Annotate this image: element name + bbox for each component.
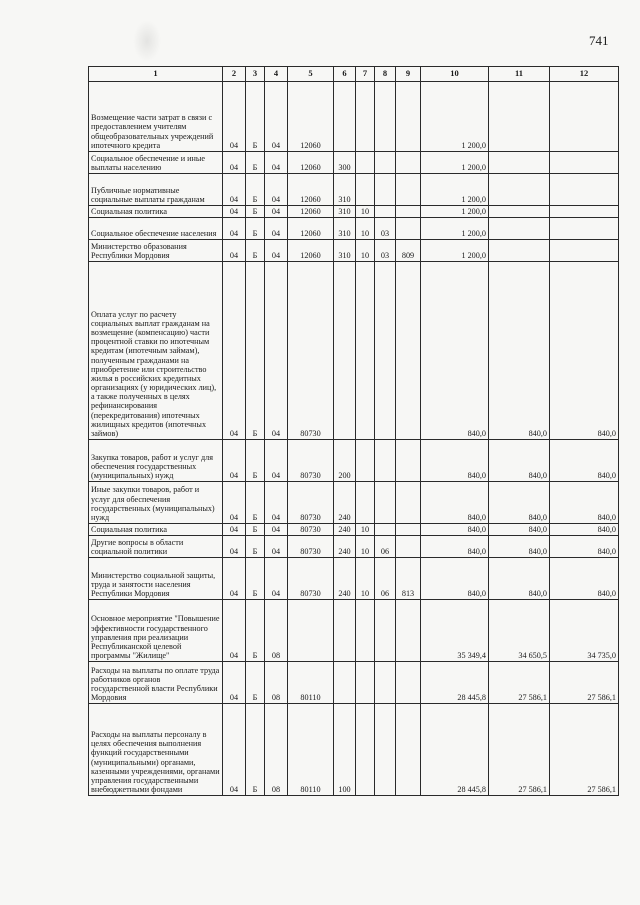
code-sub-cell: 04: [265, 558, 288, 600]
chapter-cell: [356, 262, 375, 440]
subchapter-cell: [375, 174, 396, 206]
code-item-cell: 80730: [288, 536, 334, 558]
amount-col10-cell: 840,0: [421, 482, 489, 524]
subchapter-cell: [375, 704, 396, 796]
table-row: [89, 662, 619, 704]
amount-col10-cell: 840,0: [421, 536, 489, 558]
ministry-code-cell: [396, 600, 421, 662]
amount-col11-cell: 34 650,5: [489, 600, 550, 662]
amount-col11-cell: 840,0: [489, 536, 550, 558]
row-name-cell: Министерство образования Республики Мордовия: [89, 240, 223, 262]
code-sub-cell: 04: [265, 262, 288, 440]
ministry-code-cell: [396, 482, 421, 524]
code-letter-cell: Б: [246, 152, 265, 174]
row-name-cell: Основное мероприятие "Повышение эффективности государственного управления при реализации Республиканской целевой программы "Жилище": [89, 600, 223, 662]
amount-col12-cell: 840,0: [550, 262, 619, 440]
code-letter-cell: Б: [246, 262, 265, 440]
amount-col10-cell: 1 200,0: [421, 240, 489, 262]
amount-col11-cell: [489, 174, 550, 206]
chapter-cell: [356, 152, 375, 174]
amount-col12-cell: 840,0: [550, 440, 619, 482]
code-section-cell: 04: [223, 440, 246, 482]
amount-col11-cell: 840,0: [489, 524, 550, 536]
table-row: [89, 524, 619, 536]
amount-col11-cell: 27 586,1: [489, 662, 550, 704]
col-header-12: 12: [550, 67, 619, 82]
code-item-cell: 80110: [288, 662, 334, 704]
ministry-code-cell: [396, 440, 421, 482]
col-header-5: 5: [288, 67, 334, 82]
row-name-cell: Оплата услуг по расчету социальных выплат гражданам на возмещение (компенсацию) части процентной ставки по ипотечным кредитам (ипотечным займам), полученным гражданами на приобретение или строительство жилья в российских кредитных организациях (у юридических лиц), а также полученных в целях рефинансирования (перекредитования) ипотечных жилищных кредитов (ипотечных займов): [89, 262, 223, 440]
col-header-9: 9: [396, 67, 421, 82]
amount-col10-cell: 840,0: [421, 262, 489, 440]
code-section-cell: 04: [223, 240, 246, 262]
code-item-cell: 80730: [288, 440, 334, 482]
amount-col11-cell: [489, 218, 550, 240]
row-name-cell: Иные закупки товаров, работ и услуг для обеспечения государственных (муниципальных) нужд: [89, 482, 223, 524]
expense-type-cell: [334, 600, 356, 662]
col-header-7: 7: [356, 67, 375, 82]
code-item-cell: 12060: [288, 240, 334, 262]
code-section-cell: 04: [223, 704, 246, 796]
code-sub-cell: 04: [265, 482, 288, 524]
row-name-cell: Расходы на выплаты по оплате труда работников органов государственной власти Республики Мордовия: [89, 662, 223, 704]
col-header-2: 2: [223, 67, 246, 82]
table-row: [89, 536, 619, 558]
row-name-cell: Закупка товаров, работ и услуг для обеспечения государственных (муниципальных) нужд: [89, 440, 223, 482]
row-name-cell: Социальная политика: [89, 524, 223, 536]
ministry-code-cell: [396, 536, 421, 558]
subchapter-cell: 03: [375, 218, 396, 240]
amount-col10-cell: 840,0: [421, 524, 489, 536]
expense-type-cell: 310: [334, 240, 356, 262]
code-sub-cell: 04: [265, 174, 288, 206]
expense-type-cell: 240: [334, 524, 356, 536]
amount-col11-cell: 840,0: [489, 262, 550, 440]
code-item-cell: 80730: [288, 524, 334, 536]
chapter-cell: [356, 704, 375, 796]
row-name-cell: Социальное обеспечение населения: [89, 218, 223, 240]
code-section-cell: 04: [223, 218, 246, 240]
subchapter-cell: [375, 152, 396, 174]
amount-col11-cell: [489, 206, 550, 218]
chapter-cell: 10: [356, 524, 375, 536]
row-name-cell: Министерство социальной защиты, труда и занятости населения Республики Мордовия: [89, 558, 223, 600]
ministry-code-cell: [396, 704, 421, 796]
amount-col12-cell: 27 586,1: [550, 704, 619, 796]
amount-col10-cell: 1 200,0: [421, 82, 489, 152]
expense-type-cell: 310: [334, 218, 356, 240]
code-letter-cell: Б: [246, 704, 265, 796]
code-sub-cell: 04: [265, 82, 288, 152]
amount-col11-cell: 27 586,1: [489, 704, 550, 796]
code-section-cell: 04: [223, 482, 246, 524]
amount-col12-cell: 840,0: [550, 524, 619, 536]
code-item-cell: 80730: [288, 558, 334, 600]
subchapter-cell: 03: [375, 240, 396, 262]
code-letter-cell: Б: [246, 82, 265, 152]
ministry-code-cell: [396, 152, 421, 174]
amount-col11-cell: [489, 82, 550, 152]
code-sub-cell: 04: [265, 240, 288, 262]
budget-table-wrapper: [88, 66, 618, 796]
code-letter-cell: Б: [246, 174, 265, 206]
subchapter-cell: [375, 262, 396, 440]
table-row: [89, 82, 619, 152]
page-number: 741: [589, 33, 609, 48]
col-header-6: 6: [334, 67, 356, 82]
subchapter-cell: [375, 440, 396, 482]
subchapter-cell: [375, 662, 396, 704]
row-name-cell: Другие вопросы в области социальной политики: [89, 536, 223, 558]
chapter-cell: [356, 662, 375, 704]
scan-artifact: [133, 20, 161, 62]
code-section-cell: 04: [223, 536, 246, 558]
code-letter-cell: Б: [246, 218, 265, 240]
amount-col12-cell: 34 735,0: [550, 600, 619, 662]
amount-col11-cell: 840,0: [489, 558, 550, 600]
code-item-cell: 12060: [288, 82, 334, 152]
code-item-cell: 80110: [288, 704, 334, 796]
chapter-cell: [356, 440, 375, 482]
col-header-1: 1: [89, 67, 223, 82]
amount-col12-cell: [550, 206, 619, 218]
code-section-cell: 04: [223, 152, 246, 174]
code-sub-cell: 08: [265, 662, 288, 704]
ministry-code-cell: [396, 218, 421, 240]
expense-type-cell: 300: [334, 152, 356, 174]
code-item-cell: 12060: [288, 174, 334, 206]
row-name-cell: Социальное обеспечение и иные выплаты населению: [89, 152, 223, 174]
table-row: [89, 218, 619, 240]
amount-col10-cell: 1 200,0: [421, 174, 489, 206]
code-sub-cell: 08: [265, 704, 288, 796]
ministry-code-cell: [396, 206, 421, 218]
amount-col11-cell: 840,0: [489, 440, 550, 482]
expense-type-cell: 200: [334, 440, 356, 482]
chapter-cell: [356, 600, 375, 662]
chapter-cell: [356, 174, 375, 206]
amount-col12-cell: [550, 82, 619, 152]
table-row: [89, 174, 619, 206]
amount-col10-cell: 28 445,8: [421, 704, 489, 796]
amount-col10-cell: 1 200,0: [421, 218, 489, 240]
code-sub-cell: 04: [265, 206, 288, 218]
code-item-cell: 12060: [288, 152, 334, 174]
amount-col10-cell: 840,0: [421, 440, 489, 482]
col-header-11: 11: [489, 67, 550, 82]
code-sub-cell: 04: [265, 536, 288, 558]
amount-col11-cell: [489, 152, 550, 174]
amount-col10-cell: 1 200,0: [421, 152, 489, 174]
table-header-row: [89, 67, 619, 82]
code-letter-cell: Б: [246, 600, 265, 662]
subchapter-cell: 06: [375, 558, 396, 600]
amount-col12-cell: 840,0: [550, 536, 619, 558]
subchapter-cell: [375, 482, 396, 524]
code-sub-cell: 04: [265, 218, 288, 240]
row-name-cell: Социальная политика: [89, 206, 223, 218]
chapter-cell: 10: [356, 206, 375, 218]
code-section-cell: 04: [223, 82, 246, 152]
code-letter-cell: Б: [246, 524, 265, 536]
table-row: [89, 206, 619, 218]
code-item-cell: [288, 600, 334, 662]
amount-col10-cell: 28 445,8: [421, 662, 489, 704]
col-header-4: 4: [265, 67, 288, 82]
table-body: [89, 82, 619, 796]
chapter-cell: 10: [356, 218, 375, 240]
code-sub-cell: 04: [265, 440, 288, 482]
amount-col12-cell: 840,0: [550, 558, 619, 600]
code-letter-cell: Б: [246, 482, 265, 524]
col-header-3: 3: [246, 67, 265, 82]
table-row: [89, 240, 619, 262]
expense-type-cell: [334, 82, 356, 152]
ministry-code-cell: [396, 262, 421, 440]
ministry-code-cell: [396, 662, 421, 704]
chapter-cell: [356, 482, 375, 524]
subchapter-cell: [375, 82, 396, 152]
code-sub-cell: 08: [265, 600, 288, 662]
subchapter-cell: [375, 600, 396, 662]
amount-col12-cell: [550, 240, 619, 262]
subchapter-cell: [375, 206, 396, 218]
expense-type-cell: 240: [334, 536, 356, 558]
amount-col12-cell: [550, 152, 619, 174]
code-section-cell: 04: [223, 524, 246, 536]
code-section-cell: 04: [223, 558, 246, 600]
table-row: [89, 482, 619, 524]
expense-type-cell: 240: [334, 558, 356, 600]
col-header-10: 10: [421, 67, 489, 82]
amount-col10-cell: 35 349,4: [421, 600, 489, 662]
expense-type-cell: [334, 662, 356, 704]
budget-table: [88, 66, 619, 796]
row-name-cell: Публичные нормативные социальные выплаты гражданам: [89, 174, 223, 206]
code-item-cell: 12060: [288, 206, 334, 218]
ministry-code-cell: [396, 82, 421, 152]
row-name-cell: Расходы на выплаты персоналу в целях обеспечения выполнения функций государственными (муниципальными) органами, казенными учреждениями, органами управления государственными внебюджетными фондами: [89, 704, 223, 796]
table-row: [89, 440, 619, 482]
chapter-cell: [356, 82, 375, 152]
ministry-code-cell: [396, 174, 421, 206]
code-item-cell: 80730: [288, 482, 334, 524]
code-section-cell: 04: [223, 174, 246, 206]
col-header-8: 8: [375, 67, 396, 82]
code-section-cell: 04: [223, 600, 246, 662]
expense-type-cell: 310: [334, 206, 356, 218]
chapter-cell: 10: [356, 558, 375, 600]
code-section-cell: 04: [223, 262, 246, 440]
code-letter-cell: Б: [246, 558, 265, 600]
expense-type-cell: 100: [334, 704, 356, 796]
amount-col10-cell: 840,0: [421, 558, 489, 600]
subchapter-cell: [375, 524, 396, 536]
code-letter-cell: Б: [246, 536, 265, 558]
code-letter-cell: Б: [246, 440, 265, 482]
amount-col12-cell: 840,0: [550, 482, 619, 524]
chapter-cell: 10: [356, 536, 375, 558]
code-section-cell: 04: [223, 662, 246, 704]
code-letter-cell: Б: [246, 240, 265, 262]
ministry-code-cell: [396, 524, 421, 536]
table-row: [89, 152, 619, 174]
ministry-code-cell: 813: [396, 558, 421, 600]
code-item-cell: 80730: [288, 262, 334, 440]
table-row: [89, 600, 619, 662]
amount-col10-cell: 1 200,0: [421, 206, 489, 218]
table-row: [89, 558, 619, 600]
amount-col12-cell: [550, 218, 619, 240]
chapter-cell: 10: [356, 240, 375, 262]
code-letter-cell: Б: [246, 662, 265, 704]
row-name-cell: Возмещение части затрат в связи с предоставлением учителям общеобразовательных учреждений ипотечного кредита: [89, 82, 223, 152]
code-item-cell: 12060: [288, 218, 334, 240]
amount-col11-cell: [489, 240, 550, 262]
subchapter-cell: 06: [375, 536, 396, 558]
table-row: [89, 704, 619, 796]
expense-type-cell: 310: [334, 174, 356, 206]
amount-col12-cell: 27 586,1: [550, 662, 619, 704]
amount-col11-cell: 840,0: [489, 482, 550, 524]
expense-type-cell: [334, 262, 356, 440]
code-letter-cell: Б: [246, 206, 265, 218]
code-section-cell: 04: [223, 206, 246, 218]
ministry-code-cell: 809: [396, 240, 421, 262]
code-sub-cell: 04: [265, 524, 288, 536]
expense-type-cell: 240: [334, 482, 356, 524]
amount-col12-cell: [550, 174, 619, 206]
table-row: [89, 262, 619, 440]
code-sub-cell: 04: [265, 152, 288, 174]
